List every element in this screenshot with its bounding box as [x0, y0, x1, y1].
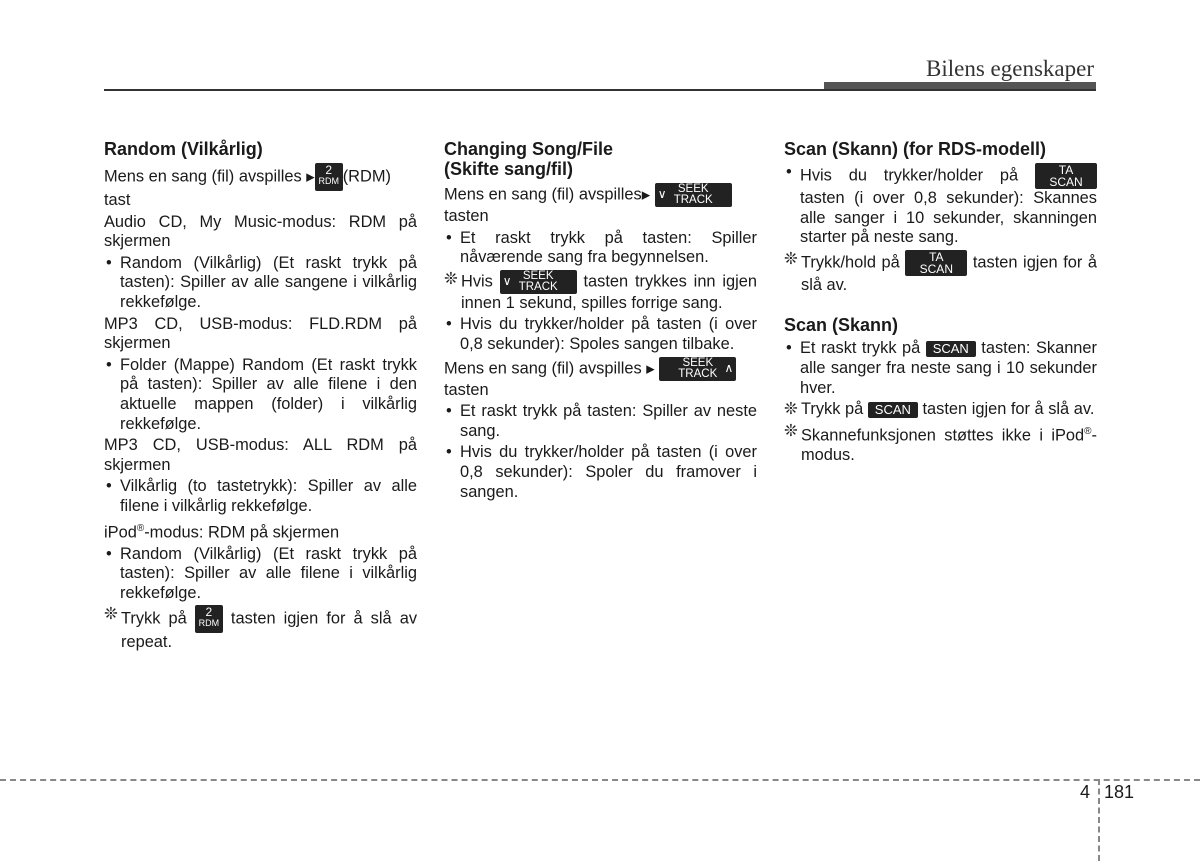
- header-rule: [104, 89, 1096, 91]
- random-intro-tail: tast: [104, 191, 131, 209]
- page-number: 181: [1104, 782, 1135, 802]
- scan-rds-note-text-b: tasten igjen for å slå av.: [801, 253, 1097, 294]
- seek-key-top: SEEK: [682, 356, 714, 369]
- play-icon: ▶: [306, 171, 315, 184]
- scan-bullet-text-a: Et raskt trykk på: [800, 339, 921, 358]
- random-note: [104, 605, 417, 653]
- column-scan: [784, 139, 1097, 467]
- rdm-label-text: (RDM): [342, 167, 391, 186]
- scan-rds-bullet: [784, 163, 1097, 248]
- rdm-key-label: RDM: [318, 176, 339, 186]
- scan-key-icon: SCAN: [868, 402, 918, 418]
- ipod-mode-text: -modus: RDM på skjermen: [144, 522, 340, 541]
- footer-divider: [1098, 779, 1100, 861]
- scan-note-2-text-a: Skannefunksjonen støttes ikke i iPod: [801, 426, 1085, 445]
- heading-scan: Scan (Skann): [784, 315, 899, 336]
- song-note-text-b: tasten trykkes inn igjen innen 1 sekund, spilles forrige sang.: [461, 272, 757, 312]
- seek-track-down-key-icon: [500, 270, 577, 294]
- scan-rds-note-text-a: Trykk/hold på: [801, 253, 900, 272]
- song-bullet-3: • Et raskt trykk på tasten: Spiller av neste sang.: [444, 402, 757, 441]
- note-mark-icon: ❊: [784, 421, 798, 440]
- column-random: [104, 139, 417, 655]
- scan-rds-bullet-text-b: tasten (i over 0,8 sekunder): Skannes alle sanger i 10 sekunder, skanningen starter på neste sang.: [800, 189, 1097, 247]
- scan-note-1-text-a: Trykk på: [801, 400, 864, 419]
- play-icon: ▶: [641, 189, 651, 202]
- random-bullet-3: • Vilkårlig (to tastetrykk): Spiller av alle filene i vilkårlig rekkefølge.: [104, 477, 417, 516]
- scan-note-2: [784, 422, 1097, 466]
- ta-scan-key-icon: [1035, 163, 1097, 189]
- note-mark-icon: ❊: [104, 605, 118, 624]
- random-bullet-2: • Folder (Mappe) Random (Et raskt trykk på tasten): Spiller av alle filene i den aktuelle mappen (folder) i vilkårlig rekkefølge.: [104, 356, 417, 434]
- scan-note-2-text-b: -modus.: [801, 426, 1097, 464]
- random-note-text-b: tasten igjen for å slå av repeat.: [121, 609, 418, 652]
- note-mark-icon: ❊: [784, 400, 798, 419]
- random-intro: [104, 163, 417, 211]
- seek-key-bottom: TRACK: [673, 194, 713, 206]
- heading-scan-rds: Scan (Skann) (for RDS-modell): [784, 139, 1047, 159]
- seek-key-bottom: TRACK: [518, 280, 558, 293]
- song-intro-1-text: Mens en sang (fil) avspilles: [444, 185, 642, 204]
- ta-key-bottom: SCAN: [1049, 175, 1083, 189]
- song-bullet-2: • Hvis du trykker/holder på tasten (i over 0,8 sekunder): Spoles sangen tilbake.: [444, 315, 757, 354]
- rdm-key-number: 2: [325, 163, 333, 177]
- song-intro-2-text: Mens en sang (fil) avspilles: [444, 358, 642, 377]
- registered-mark: ®: [136, 522, 145, 534]
- rdm-key-number: 2: [205, 605, 213, 620]
- song-note: [444, 270, 757, 314]
- song-bullet-1: • Et raskt trykk på tasten: Spiller nåværende sang fra begynnelsen.: [444, 229, 757, 268]
- scan-bullet: [784, 339, 1097, 398]
- rdm-key-icon: [315, 163, 343, 191]
- scan-rds-bullet-text-a: Hvis du trykker/holder på: [800, 166, 1019, 185]
- song-bullet-4: • Hvis du trykker/holder på tasten (i over 0,8 sekunder): Spoler du framover i sangen.: [444, 443, 757, 502]
- scan-note-1-text-b: tasten igjen for å slå av.: [922, 400, 1095, 419]
- chapter-number: 4: [1080, 782, 1091, 802]
- song-intro-1: [444, 183, 757, 227]
- song-intro-2: [444, 357, 757, 401]
- random-bullet-4: • Random (Vilkårlig) (Et raskt trykk på tasten): Spiller av alle filene i vilkårlig rekkefølge.: [104, 545, 417, 604]
- random-intro-text: Mens en sang (fil) avspilles: [104, 167, 302, 186]
- rdm-key-label: RDM: [198, 618, 220, 629]
- song-intro-1-tail: tasten: [444, 207, 489, 225]
- heading-random: Random (Vilkårlig): [104, 139, 263, 159]
- column-changing-song: [444, 139, 757, 504]
- rdm-key-icon: [195, 605, 223, 633]
- ipod-text: iPod: [104, 522, 137, 541]
- scan-note-1: [784, 400, 1097, 420]
- song-intro-2-tail: tasten: [444, 380, 489, 399]
- random-bullet-1: • Random (Vilkårlig) (Et raskt trykk på tasten): Spiller av alle sangene i vilkårlig rekkefølge.: [104, 254, 417, 313]
- random-p4: [104, 519, 417, 543]
- footer-rule: [0, 779, 1200, 781]
- random-p1: Audio CD, My Music-modus: RDM på skjermen: [104, 212, 417, 251]
- random-p3: MP3 CD, USB-modus: ALL RDM på skjermen: [104, 436, 417, 474]
- chevron-down-icon: ∨: [502, 273, 512, 288]
- note-mark-icon: ❊: [784, 249, 798, 268]
- song-note-text-a: Hvis: [461, 272, 493, 291]
- seek-track-up-key-icon: [659, 357, 736, 381]
- running-header-title: Bilens egenskaper: [926, 56, 1094, 81]
- ta-scan-key-icon: [905, 250, 967, 276]
- registered-mark: ®: [1084, 425, 1092, 437]
- play-icon: ▶: [646, 362, 655, 375]
- heading-changing-song-line2: (Skifte sang/fil): [444, 159, 574, 179]
- heading-changing-song-line1: Changing Song/File: [444, 139, 613, 159]
- random-note-text-a: Trykk på: [121, 609, 187, 628]
- scan-rds-note: [784, 250, 1097, 296]
- ta-key-top: TA: [1058, 163, 1074, 177]
- seek-track-down-key-icon: [655, 183, 732, 207]
- ta-key-bottom: SCAN: [919, 261, 953, 276]
- note-mark-icon: ❊: [444, 269, 458, 288]
- seek-key-top: SEEK: [522, 269, 554, 282]
- seek-key-top: SEEK: [677, 183, 709, 195]
- ta-key-top: TA: [929, 249, 944, 264]
- scan-bullet-text-b: tasten: Skanner alle sanger fra neste sang i 10 sekunder hver.: [800, 339, 1097, 397]
- seek-key-bottom: TRACK: [678, 367, 718, 380]
- heading-changing-song: [444, 139, 757, 179]
- section-gap: [784, 297, 1097, 315]
- scan-key-icon: SCAN: [926, 341, 976, 357]
- chevron-up-icon: ∧: [724, 360, 734, 375]
- random-p2: MP3 CD, USB-modus: FLD.RDM på skjermen: [104, 314, 417, 353]
- chevron-down-icon: ∨: [657, 187, 667, 201]
